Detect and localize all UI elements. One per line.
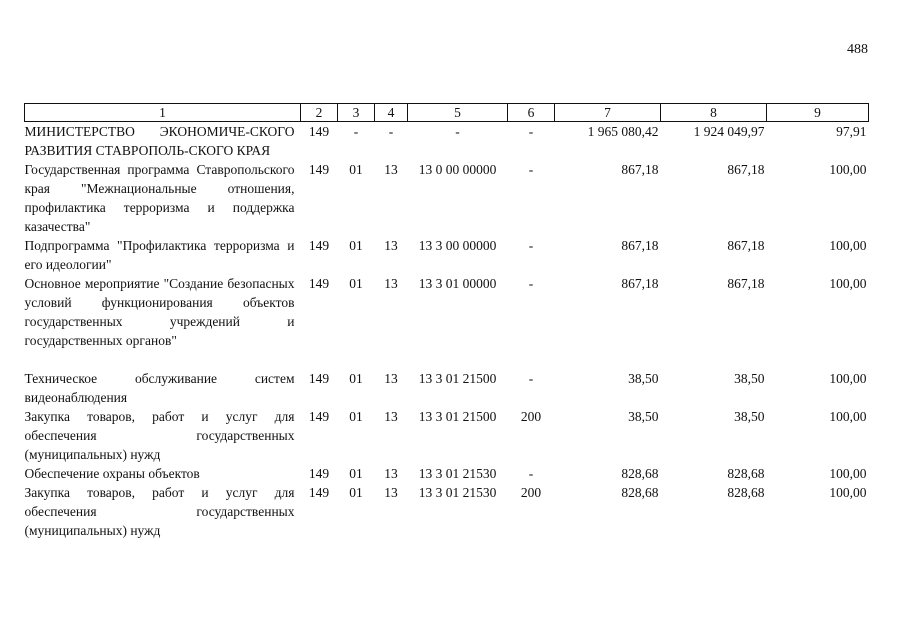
page-number: 488 — [847, 42, 868, 57]
cell-section: 01 — [349, 238, 363, 253]
column-header-2: 2 — [301, 104, 338, 122]
cell-code: 149 — [308, 162, 330, 177]
cell-plan: 38,50 — [628, 371, 659, 386]
cell-plan: 867,18 — [621, 238, 659, 253]
row-name: Государственная программа Ставропольского края "Межнациональные отношения, профилактика терроризма и поддержка казачества" — [24, 162, 295, 234]
cell-expense-type: - — [528, 466, 534, 481]
cell-percent: 100,00 — [829, 371, 867, 386]
cell-actual: 38,50 — [734, 409, 765, 424]
cell-plan: 38,50 — [628, 409, 659, 424]
cell-actual: 867,18 — [727, 276, 765, 291]
table-row — [25, 274, 869, 350]
table-row — [25, 236, 869, 274]
row-name: Подпрограмма "Профилактика терроризма и его идеологии" — [24, 238, 295, 272]
row-name: МИНИСТЕРСТВО ЭКОНОМИЧЕ-СКОГО РАЗВИТИЯ СТАВРОПОЛЬ-СКОГО КРАЯ — [24, 124, 295, 158]
cell-percent: 100,00 — [829, 238, 867, 253]
column-header-5: 5 — [408, 104, 508, 122]
table-row — [25, 483, 869, 540]
cell-subsection: 13 — [384, 238, 398, 253]
cell-percent: 100,00 — [829, 409, 867, 424]
cell-actual: 828,68 — [727, 466, 765, 481]
cell-code: 149 — [308, 466, 330, 481]
cell-plan: 867,18 — [621, 162, 659, 177]
cell-expense-type: - — [528, 238, 534, 253]
cell-actual: 867,18 — [727, 162, 765, 177]
row-name: Основное мероприятие "Создание безопасных условий функционирования объектов государственных учреждений и государственных органов" — [24, 276, 295, 348]
cell-code: 149 — [308, 409, 330, 424]
cell-plan: 828,68 — [621, 466, 659, 481]
cell-actual: 1 924 049,97 — [693, 124, 765, 139]
cell-target: 13 0 00 00000 — [418, 162, 497, 177]
cell-section: 01 — [349, 276, 363, 291]
cell-section: 01 — [349, 371, 363, 386]
table-row — [25, 160, 869, 236]
cell-expense-type: - — [528, 162, 534, 177]
cell-expense-type: - — [528, 124, 534, 139]
cell-plan: 867,18 — [621, 276, 659, 291]
header-row — [25, 104, 869, 122]
cell-code: 149 — [308, 485, 330, 500]
column-header-4: 4 — [375, 104, 408, 122]
cell-percent: 97,91 — [836, 124, 867, 139]
cell-target: 13 3 01 00000 — [418, 276, 497, 291]
cell-subsection: - — [388, 124, 394, 139]
cell-target: 13 3 01 21500 — [418, 409, 497, 424]
cell-subsection: 13 — [384, 485, 398, 500]
cell-section: 01 — [349, 485, 363, 500]
table-row — [25, 122, 869, 161]
cell-percent: 100,00 — [829, 162, 867, 177]
cell-target: 13 3 01 21530 — [418, 466, 497, 481]
column-header-9: 9 — [767, 104, 869, 122]
cell-expense-type: 200 — [520, 409, 542, 424]
cell-plan: 1 965 080,42 — [587, 124, 659, 139]
row-name: Закупка товаров, работ и услуг для обеспечения государственных (муниципальных) нужд — [24, 485, 295, 538]
row-name: Техническое обслуживание систем видеонаблюдения — [24, 371, 295, 405]
cell-target: 13 3 01 21500 — [418, 371, 497, 386]
cell-code: 149 — [308, 124, 330, 139]
cell-target: 13 3 00 00000 — [418, 238, 497, 253]
cell-actual: 867,18 — [727, 238, 765, 253]
cell-subsection: 13 — [384, 409, 398, 424]
cell-code: 149 — [308, 371, 330, 386]
cell-expense-type: - — [528, 371, 534, 386]
cell-code: 149 — [308, 276, 330, 291]
cell-subsection: 13 — [384, 371, 398, 386]
column-header-6: 6 — [508, 104, 555, 122]
cell-section: 01 — [349, 162, 363, 177]
cell-section: - — [353, 124, 359, 139]
cell-subsection: 13 — [384, 466, 398, 481]
row-name: Закупка товаров, работ и услуг для обеспечения государственных (муниципальных) нужд — [24, 409, 295, 462]
cell-actual: 828,68 — [727, 485, 765, 500]
column-header-3: 3 — [338, 104, 375, 122]
column-header-7: 7 — [555, 104, 661, 122]
cell-code: 149 — [308, 238, 330, 253]
spacer-row — [25, 350, 869, 369]
row-name: Обеспечение охраны объектов — [24, 466, 200, 481]
table-row — [25, 407, 869, 464]
cell-expense-type: 200 — [520, 485, 542, 500]
cell-subsection: 13 — [384, 276, 398, 291]
cell-subsection: 13 — [384, 162, 398, 177]
cell-percent: 100,00 — [829, 276, 867, 291]
cell-percent: 100,00 — [829, 485, 867, 500]
table-row — [25, 464, 869, 483]
cell-section: 01 — [349, 409, 363, 424]
budget-table — [24, 103, 869, 540]
table-row — [25, 369, 869, 407]
cell-section: 01 — [349, 466, 363, 481]
cell-plan: 828,68 — [621, 485, 659, 500]
cell-target: - — [455, 124, 460, 139]
column-header-1: 1 — [25, 104, 301, 122]
cell-percent: 100,00 — [829, 466, 867, 481]
cell-actual: 38,50 — [734, 371, 765, 386]
cell-expense-type: - — [528, 276, 534, 291]
cell-target: 13 3 01 21530 — [418, 485, 497, 500]
spacer-cell — [25, 350, 869, 369]
column-header-8: 8 — [661, 104, 767, 122]
